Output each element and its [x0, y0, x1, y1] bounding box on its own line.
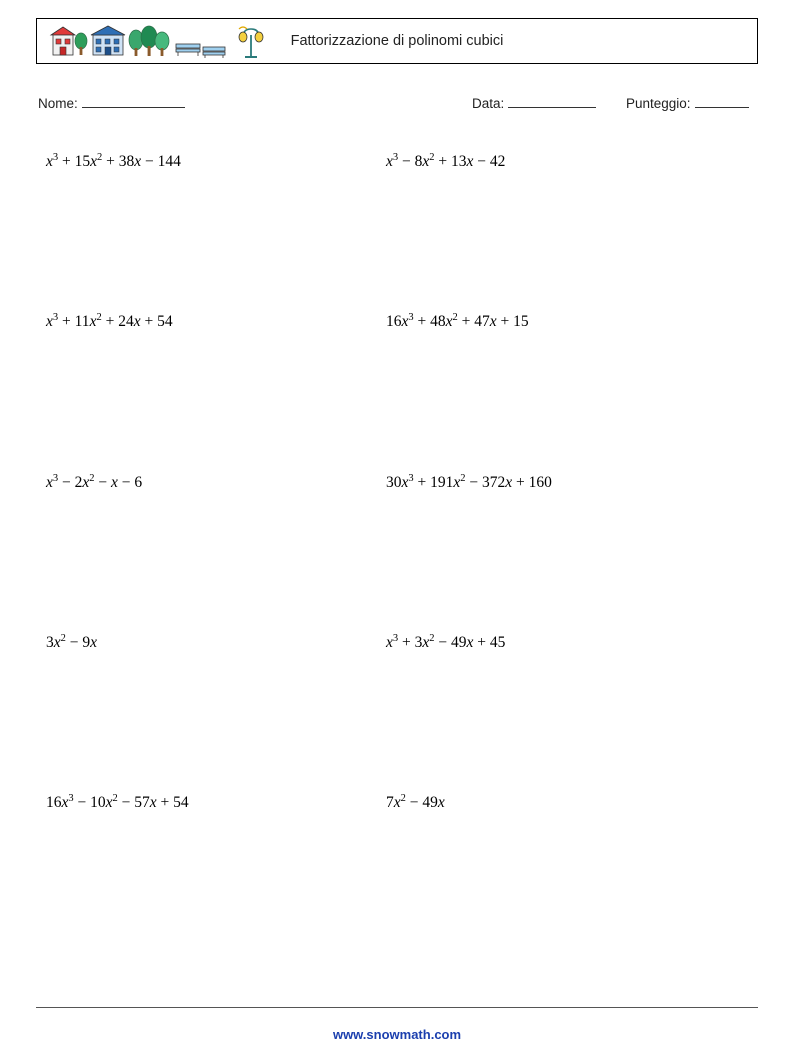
problem-item: $x^3 + 11x^2 + 24x + 54$: [46, 311, 173, 330]
worksheet-header: [36, 18, 758, 64]
student-info-row: [36, 94, 758, 114]
problem-list: [36, 134, 758, 964]
name-input-blank[interactable]: [82, 94, 185, 108]
page-title: Fattorizzazione di polinomi cubici: [290, 33, 504, 49]
name-field-group: [38, 94, 185, 111]
score-field-group: [626, 94, 749, 111]
date-input-blank[interactable]: [508, 94, 596, 108]
problem-item: $7x^2 - 49x$: [386, 792, 445, 811]
date-field-group: [472, 94, 596, 111]
problem-item: $x^3 + 3x^2 - 49x + 45$: [386, 632, 506, 651]
problem-item: $30x^3 + 191x^2 - 372x + 160$: [386, 472, 552, 491]
footer-site-link[interactable]: www.snowmath.com: [332, 1027, 462, 1042]
problem-item: $16x^3 + 48x^2 + 47x + 15$: [386, 311, 529, 330]
score-label: Punteggio:: [626, 96, 691, 111]
problem-item: $x^3 + 15x^2 + 38x - 144$: [46, 151, 181, 170]
name-label: Nome:: [38, 96, 78, 111]
score-input-blank[interactable]: [695, 94, 749, 108]
date-label: Data:: [472, 96, 505, 111]
problem-item: $x^3 - 2x^2 - x - 6$: [46, 472, 143, 491]
problem-item: $16x^3 - 10x^2 - 57x + 54$: [46, 792, 189, 811]
problem-item: $3x^2 - 9x$: [46, 632, 98, 651]
footer-divider: [36, 1007, 758, 1008]
problem-item: $x^3 - 8x^2 + 13x - 42$: [386, 151, 506, 170]
